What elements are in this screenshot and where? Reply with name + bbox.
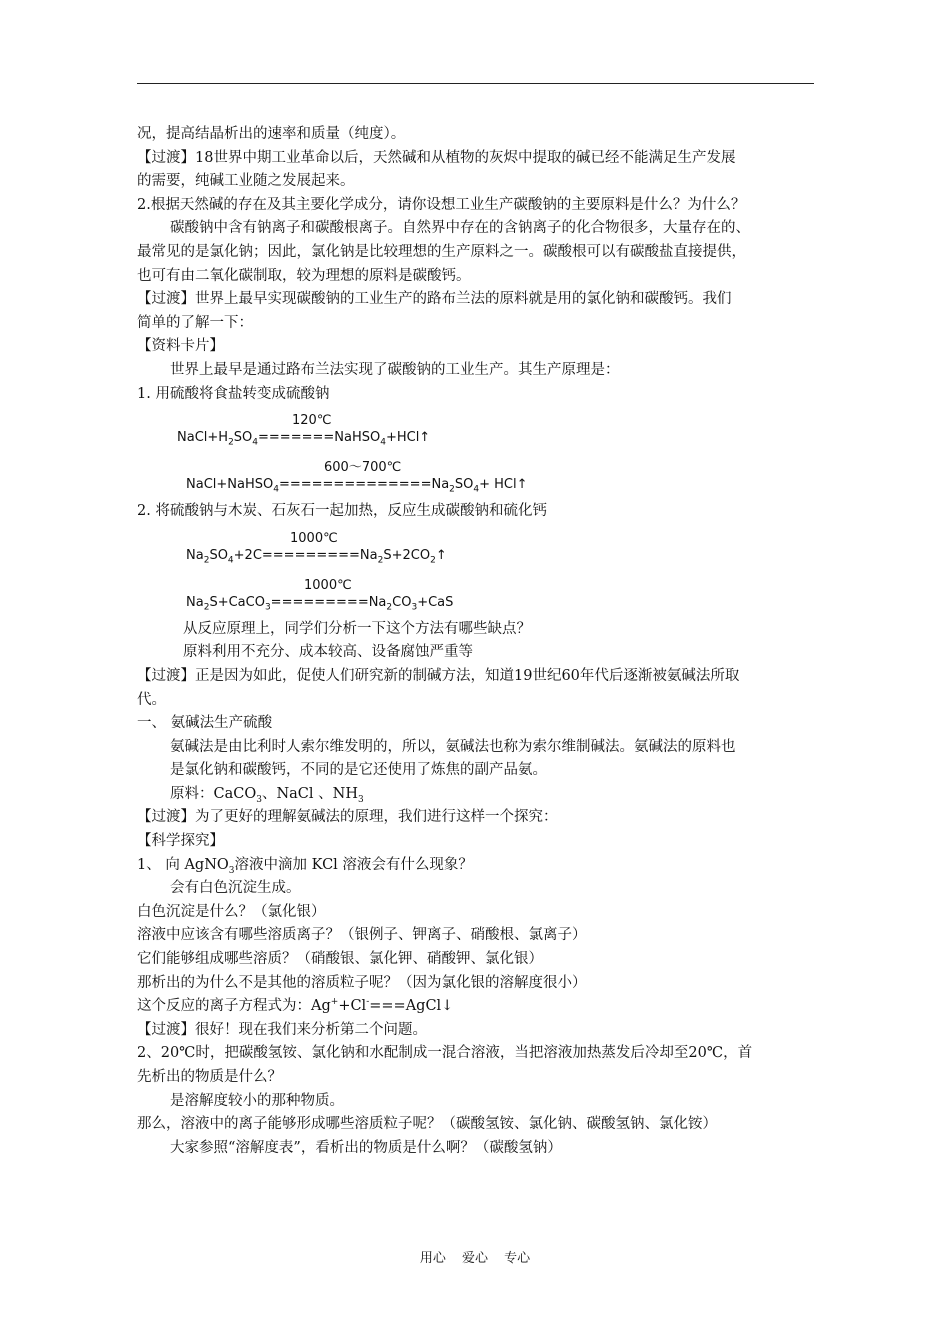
page-footer: 用心 爱心 专心 (419, 1251, 531, 1266)
answer: 是溶解度较小的那种物质。 (170, 1092, 344, 1109)
section-label: 【科学探究】 (137, 833, 224, 850)
equation-3 (137, 524, 817, 571)
paragraph: 是氯化钠和碳酸钙，不同的是它还使用了炼焦的副产品氨。 (170, 762, 547, 779)
list-item: 2. 将硫酸钠与木炭、石灰石一起加热，反应生成碳酸钠和硫化钙 (137, 503, 547, 520)
paragraph: 最常见的是氯化钠；因此，氯化钠是比较理想的生产原料之一。碳酸根可以有碳酸盐直接提供， (137, 243, 746, 260)
paragraph: 况，提高结晶析出的速率和质量（纯度）。 (137, 126, 406, 142)
paragraph: 那么，溶液中的离子能够形成哪些溶质粒子呢？（碳酸氢铵、氯化钠、碳酸氢钠、氯化铵） (137, 1116, 717, 1133)
paragraph: 它们能够组成哪些溶质？（硝酸银、氯化钾、硝酸钾、氯化银） (137, 951, 543, 968)
paragraph: 【过渡】世界上最早实现碳酸钠的工业生产的路布兰法的原料就是用的氯化钠和碳酸钙。我们 (137, 291, 732, 308)
paragraph: 【过渡】很好！现在我们来分析第二个问题。 (137, 1021, 427, 1038)
document-body (137, 123, 817, 1160)
equation-1 (137, 406, 817, 453)
paragraph: 的需要，纯碱工业随之发展起来。 (137, 173, 355, 190)
question-2b: 2、20℃时，把碳酸氢铵、氯化钠和水配制成一混合溶液，当把溶液加热蒸发后冷却至20℃，首 (137, 1045, 753, 1062)
answer: 会有白色沉淀生成。 (170, 880, 301, 897)
paragraph: 【过渡】18世界中期工业革命以后，天然碱和从植物的灰烬中提取的碱已经不能满足生产发展 (137, 149, 736, 166)
paragraph: 原料利用不充分、成本较高、设备腐蚀严重等 (183, 644, 473, 661)
section-label: 【资料卡片】 (137, 338, 224, 355)
header-rule (137, 83, 814, 84)
paragraph: 简单的了解一下： (137, 314, 253, 331)
paragraph: 白色沉淀是什么？（氯化银） (137, 903, 326, 920)
raw-materials: 原料：CaCO$_3$、NaCl 、$NH_3$ (170, 785, 364, 805)
equation-4 (137, 571, 817, 618)
paragraph: 代。 (137, 691, 166, 708)
paragraph: 大家参照“溶解度表”，看析出的物质是什么啊？（碳酸氢钠） (170, 1139, 562, 1156)
paragraph: 也可有由二氧化碳制取，较为理想的原料是碳酸钙。 (137, 267, 471, 284)
chemical-equation: $NaCl+H_2SO_4=======NaHSO_4+HCl↑$ (177, 430, 431, 448)
reaction-condition: 120℃ (292, 413, 332, 429)
paragraph: 【过渡】为了更好的理解氨碱法的原理，我们进行这样一个探究： (137, 809, 558, 826)
paragraph: 氨碱法是由比利时人索尔维发明的，所以，氨碱法也称为索尔维制碱法。氨碱法的原料也 (170, 738, 736, 755)
paragraph: 先析出的物质是什么？ (137, 1069, 282, 1085)
section-heading: 一、 氨碱法生产硫酸 (137, 715, 273, 732)
reaction-condition: 600～700℃ (324, 460, 402, 476)
equation-2 (137, 453, 817, 500)
paragraph: 从反应原理上，同学们分析一下这个方法有哪些缺点？ (183, 620, 531, 637)
chemical-equation: $NaCl+NaHSO_4==============Na_2SO_4+$ HCl↑ (186, 477, 528, 495)
chemical-equation: $Na_2S+CaCO_3=========Na_2CO_3+CaS$ (186, 594, 454, 613)
list-item: 1. 用硫酸将食盐转变成硫酸钠 (137, 385, 330, 402)
paragraph: 碳酸钠中含有钠离子和碳酸根离子。自然界中存在的含钠离子的化合物很多，大量存在的、 (170, 220, 750, 237)
question-2: 2.根据天然碱的存在及其主要化学成分，请你设想工业生产碳酸钠的主要原料是什么？为什么？ (137, 196, 746, 213)
reaction-condition: 1000℃ (304, 577, 352, 593)
question-1: 1、 向 AgNO$_3$溶液中滴加 KCl 溶液会有什么现象？ (137, 856, 473, 876)
chemical-equation: $Na_2SO_4+2C=========Na_2S+2CO_2↑$ (186, 547, 447, 566)
paragraph: 世界上最早是通过路布兰法实现了碳酸钠的工业生产。其生产原理是： (170, 361, 620, 378)
ionic-equation: 这个反应的离子方程式为：Ag++Cl-===AgCl↓ (137, 997, 454, 1015)
paragraph: 那析出的为什么不是其他的溶质粒子呢？（因为氯化银的溶解度很小） (137, 974, 587, 991)
paragraph: 溶液中应该含有哪些溶质离子？（银例子、钾离子、硝酸根、氯离子） (137, 927, 587, 944)
paragraph: 【过渡】正是因为如此，促使人们研究新的制碱方法，知道19世纪60年代后逐渐被氨碱法所取 (137, 667, 740, 684)
reaction-condition: 1000℃ (290, 530, 338, 546)
